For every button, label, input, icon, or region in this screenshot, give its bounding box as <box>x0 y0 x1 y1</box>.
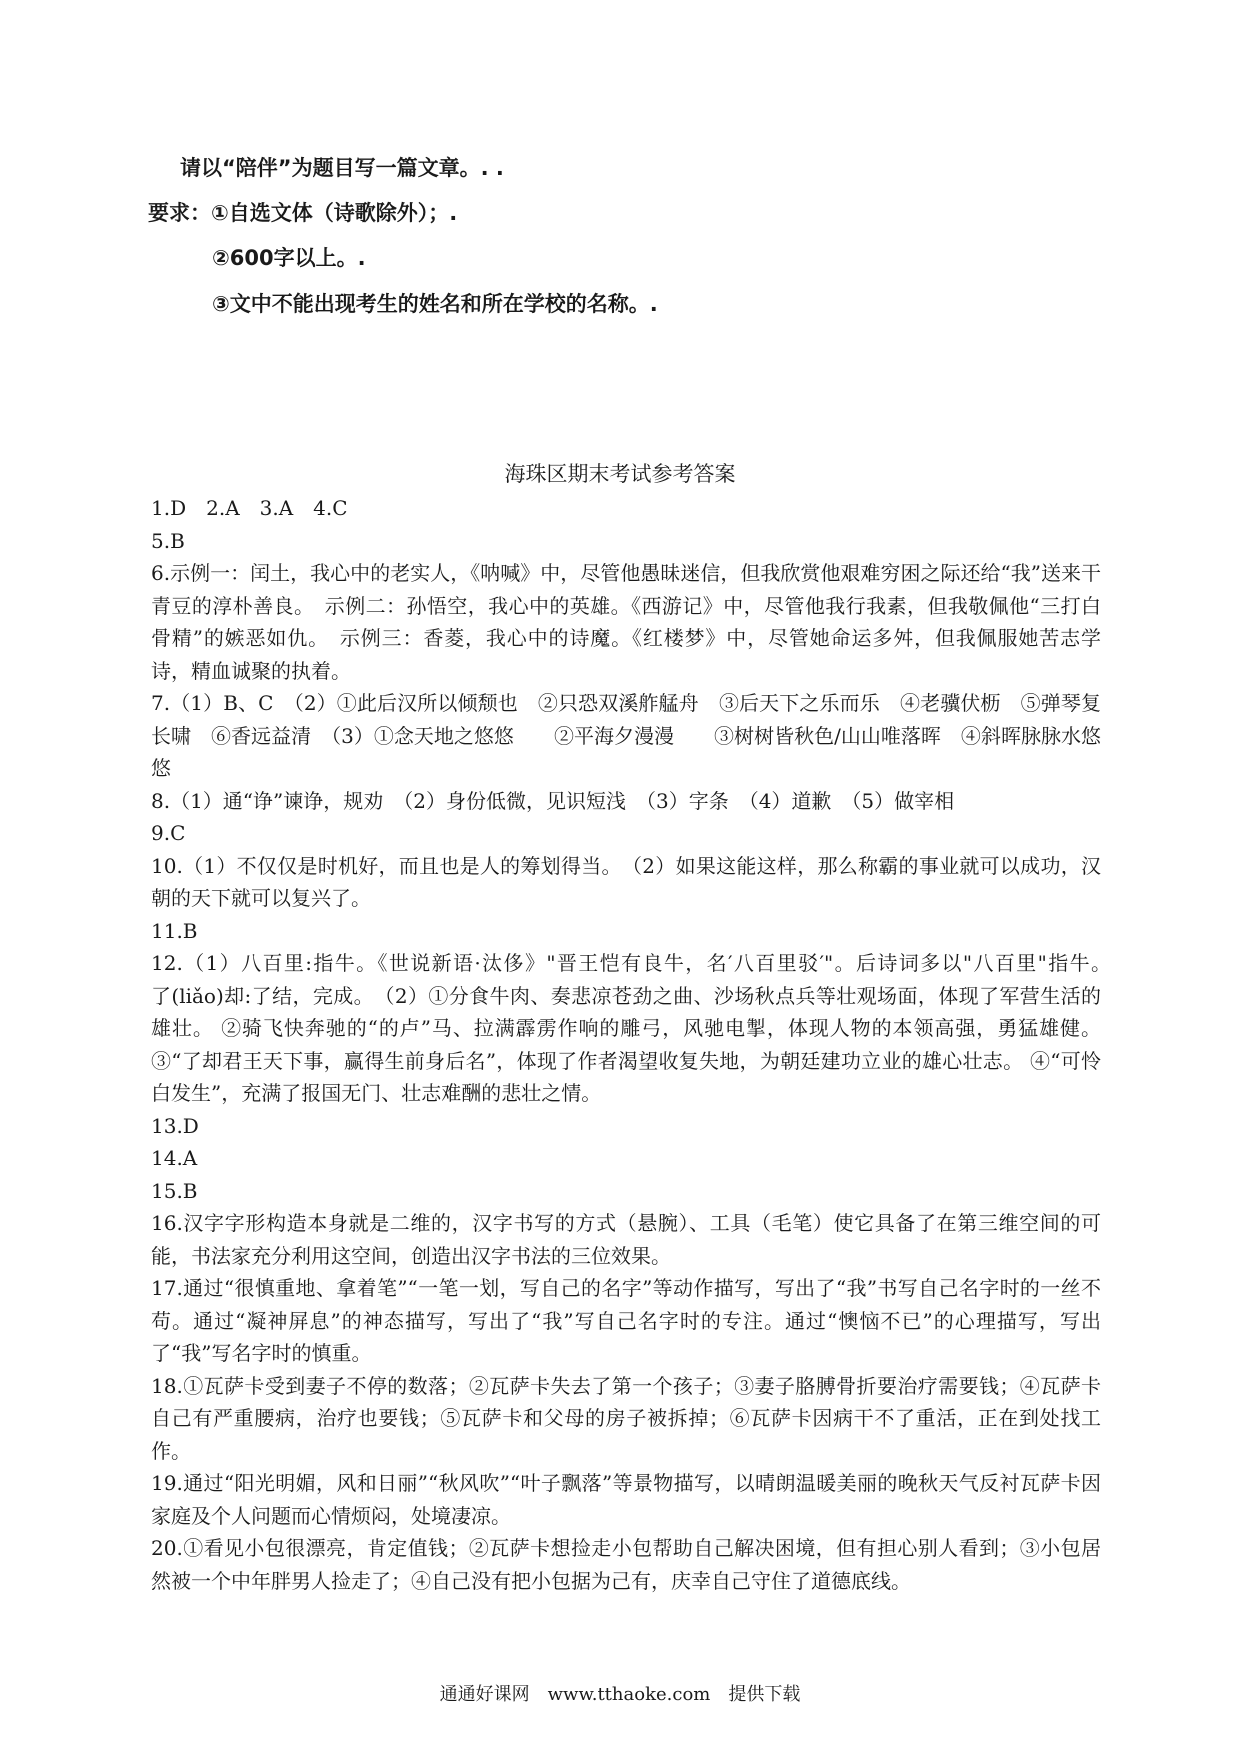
answer-12: 12.（1）八百里:指牛。《世说新语·汰侈》"晋王恺有良牛，名′八百里驳′"。后诗词多以"八百里"指牛。 了(liǎo)却:了结，完成。 （2）①分食牛肉、奏悲凉苍劲之曲、沙场秋点兵等壮观场面，体现了军营生活的雄壮。 ②骑飞快奔驰的“的卢”马、拉满霹雳作响的雕弓，风驰电掣，体现人物的本领高强，勇猛雄健。 ③“了却君王天下事，赢得生前身后名”，体现了作者渴望收复失地，为朝廷建功立业的雄心壮志。 ④“可怜白发生”，充满了报国无门、壮志难酬的悲壮之情。 <box>151 951 1181 1105</box>
answer-19: 19.通过“阳光明媚，风和日丽”“秋风吹”“叶子飘落”等景物描写，以晴朗温暖美丽的晚秋天气反衬瓦萨卡因家庭及个人问题而心情烦闷，处境凄凉。 <box>151 1471 1101 1528</box>
answer-17: 17.通过“很慎重地、拿着笔”“一笔一划，写自己的名字”等动作描写，写出了“我”书写自己名字时的一丝不苟。通过“凝神屏息”的神态描写，写出了“我”写自己名字时的专注。通过“懊恼不已”的心理描写，写出了“我”写名字时的慎重。 <box>151 1276 1101 1365</box>
answer-1-4: 1.D 2.A 3.A 4.C <box>151 496 348 520</box>
answer-18: 18.①瓦萨卡受到妻子不停的数落；②瓦萨卡失去了第一个孩子；③妻子胳膊骨折要治疗需要钱；④瓦萨卡自己有严重腰病，治疗也要钱；⑤瓦萨卡和父母的房子被拆掉；⑥瓦萨卡因病干不了重活，正在到处找工作。 <box>151 1373 1101 1463</box>
answer-list <box>151 492 1181 1597</box>
answer-16: 16.汉字字形构造本身就是二维的，汉字书写的方式（悬腕）、工具（毛笔）使它具备了在第三维空间的可能，书法家充分利用这空间，创造出汉字书法的三位效果。 <box>151 1211 1101 1268</box>
answer-9: 9.C <box>151 821 186 845</box>
answer-7: 7.（1）B、C （2）①此后汉所以倾颓也 ②只恐双溪舴艋舟 ③后天下之乐而乐 ④老骥伏枥 ⑤弹琴复长啸 ⑥香远益清 （3）①念天地之悠悠 ②平海夕漫漫 ③树树皆秋色/山山唯落晖 ④斜晖脉脉水悠悠 <box>151 691 1101 780</box>
requirement-3: ③文中不能出现考生的姓名和所在学校的名称。. <box>212 292 658 316</box>
answer-key-title: 海珠区期末考试参考答案 <box>504 462 736 486</box>
requirement-2: ②600字以上。. <box>212 246 366 270</box>
requirement-1: 要求：①自选文体（诗歌除外）；. <box>148 201 458 225</box>
answer-10: 10.（1）不仅仅是时机好，而且也是人的筹划得当。 （2）如果这能这样，那么称霸的事业就可以成功，汉朝的天下就可以复兴了。 <box>151 853 1101 910</box>
answer-14: 14.A <box>151 1146 198 1170</box>
answer-8: 8.（1）通“诤”谏诤，规劝 （2）身份低微，见识短浅 （3）字条 （4）道歉 （5）做宰相 <box>151 788 955 813</box>
page-footer: 通通好课网 www.tthaoke.com 提供下载 <box>439 1684 801 1705</box>
answer-13: 13.D <box>151 1113 199 1138</box>
answer-15: 15.B <box>151 1178 198 1203</box>
essay-prompt: 请以“陪伴”为题目写一篇文章。. . <box>180 156 504 180</box>
answer-5: 5.B <box>151 528 185 553</box>
answer-20: 20.①看见小包很漂亮，肯定值钱；②瓦萨卡想捡走小包帮助自己解决困境，但有担心别人看到；③小包居然被一个中年胖男人捡走了；④自己没有把小包据为己有，庆幸自己守住了道德底线。 <box>151 1536 1101 1593</box>
answer-6: 6.示例一：闰土，我心中的老实人，《呐喊》中，尽管他愚昧迷信，但我欣赏他艰难穷困之际还给“我”送来干青豆的淳朴善良。 示例二：孙悟空，我心中的英雄。《西游记》中，尽管他我行我素，但我敬佩他“三打白骨精”的嫉恶如仇。 示例三：香菱，我心中的诗魔。《红楼梦》中，尽管她命运多舛，但我佩服她苦志学诗，精血诚聚的执着。 <box>151 561 1101 683</box>
answer-11: 11.B <box>151 918 198 943</box>
